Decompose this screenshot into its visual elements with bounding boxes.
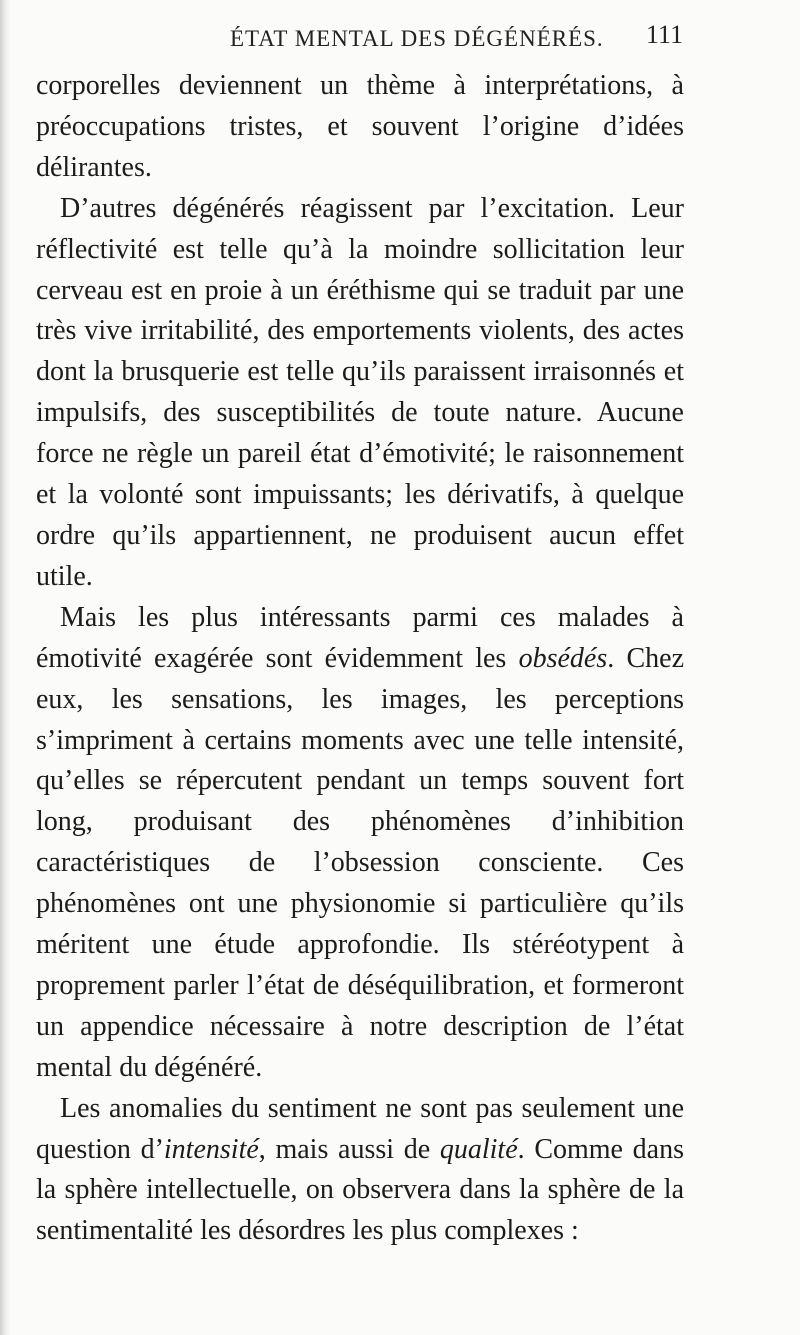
text-segment: , mais aussi de <box>258 1133 440 1165</box>
text-segment: D’autres dégénérés réagissent par l’excitation. Leur réflectivité est telle qu’à la moindre sollicitation leur cerveau est en proie à un éréthisme qui se traduit par une très vive irritabilité, des emportements violents, des actes dont la brusquerie est telle qu’ils paraissent irraisonnés et impulsifs, des susceptibilités de toute nature. Aucune force ne règle un pareil état d’émotivité; le raisonnement et la volonté sont impuissants; les dérivatifs, à quelque ordre qu’ils appartiennent, ne produisent aucun effet utile. <box>36 192 684 592</box>
paragraph <box>36 189 684 598</box>
page-number: 111 <box>646 20 684 49</box>
page-gutter-shadow <box>0 0 10 1335</box>
paragraph <box>36 66 684 189</box>
italic-term: obsédés <box>518 642 608 674</box>
body-text <box>36 66 684 1252</box>
text-segment: corporelles deviennent un thème à interprétations, à préoccupations tristes, et souvent l’origine d’idées délirantes. <box>36 70 684 183</box>
text-segment: . Comme dans la sphère intellectuelle, on observera dans la sphère de la sentimentalité les désordres les plus complexes : <box>36 1133 684 1247</box>
italic-term: intensité <box>163 1133 259 1165</box>
page-header <box>0 10 800 66</box>
text-segment: . Chez eux, les sensations, les images, les perceptions s’impriment à certains moments avec une telle intensité, qu’elles se répercutent pendant un temps souvent fort long, produisant des phénomènes d’inhibition caractéristiques de l’obsession consciente. Ces phénomènes ont une physionomie si particulière qu’ils méritent une étude approfondie. Ils stéréotypent à proprement parler l’état de déséquilibration, et formeront un appendice nécessaire à notre description de l’état mental du dégénéré. <box>36 642 684 1083</box>
italic-term: qualité <box>439 1133 518 1165</box>
running-head: ÉTAT MENTAL DES DÉGÉNÉRÉS. <box>230 26 604 51</box>
paragraph <box>36 598 684 1089</box>
text-segment: Mais les plus intéressants parmi ces malades à émotivité exagérée sont évidemment les <box>36 601 684 674</box>
paragraph <box>36 1089 684 1253</box>
text-segment: Les anomalies du sentiment ne sont pas seulement une question d’ <box>36 1092 684 1165</box>
